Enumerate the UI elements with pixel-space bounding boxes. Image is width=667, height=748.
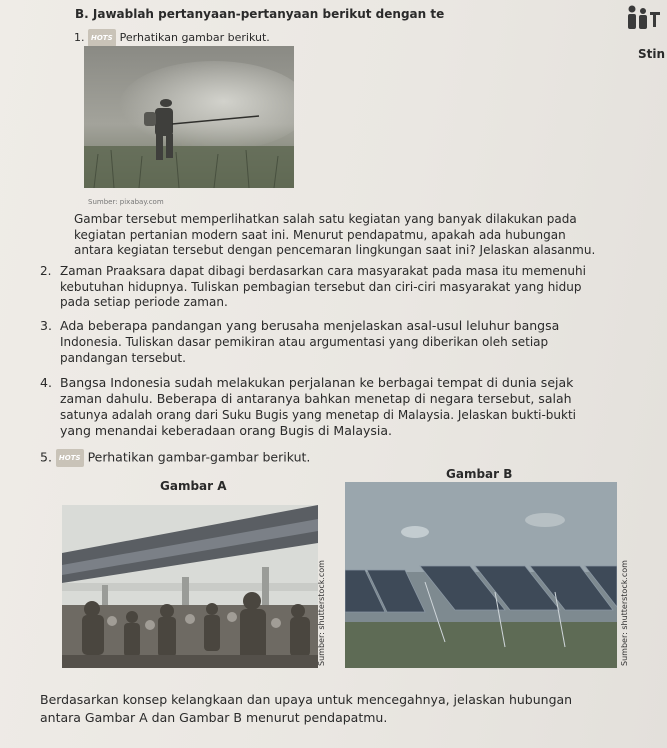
q3-line-2: Indonesia. Tuliskan dasar pemikiran atau argumentasi yang diberikan oleh setiap bbox=[60, 335, 549, 349]
q1-number: 1. bbox=[74, 31, 85, 44]
q2-line-3: pada setiap periode zaman. bbox=[60, 295, 228, 309]
q2-line-1: Zaman Praaksara dapat dibagi berdasarkan cara masyarakat pada masa itu memenuhi bbox=[60, 264, 586, 278]
q5-intro-text: Perhatikan gambar-gambar berikut. bbox=[87, 449, 311, 465]
q3-number: 3. bbox=[40, 318, 52, 333]
q1-line-2: kegiatan pertanian modern saat ini. Menurut pendapatmu, apakah ada hubungan bbox=[74, 228, 566, 242]
q5-line-1: Berdasarkan konsep kelangkaan dan upaya untuk mencegahnya, jelaskan hubungan bbox=[40, 692, 573, 707]
section-heading: B. Jawablah pertanyaan-pertanyaan berikut dengan te bbox=[75, 7, 445, 21]
q5-intro bbox=[40, 449, 310, 467]
q1-source: Sumber: pixabay.com bbox=[88, 198, 164, 206]
farmer-spraying-photo bbox=[84, 46, 294, 188]
gambar-b-credit: Sumber: shutterstock.com bbox=[620, 560, 629, 666]
q5-number: 5. bbox=[40, 449, 52, 465]
gambar-b-solar-panels-photo bbox=[345, 482, 617, 668]
q1-hots-badge: HOTS bbox=[88, 29, 116, 47]
gambar-a-gas-station-photo bbox=[62, 505, 318, 668]
q1-line-3: antara kegiatan tersebut dengan pencemaran lingkungan saat ini? Jelaskan alasanmu. bbox=[74, 243, 596, 257]
q1-intro-text: Perhatikan gambar berikut. bbox=[119, 31, 270, 44]
q3-line-3: pandangan tersebut. bbox=[60, 351, 186, 365]
person-logo-icon bbox=[622, 2, 662, 32]
q4-number: 4. bbox=[40, 375, 52, 390]
q4-line-3: satunya adalah orang dari Suku Bugis yang menetap di Malaysia. Jelaskan bukti-bukti bbox=[60, 408, 577, 422]
gambar-b-label: Gambar B bbox=[446, 467, 513, 481]
q4-line-1: Bangsa Indonesia sudah melakukan perjalanan ke berbagai tempat di dunia sejak bbox=[60, 375, 574, 390]
gambar-a-credit: Sumber: shutterstock.com bbox=[317, 560, 326, 666]
q3-line-1: Ada beberapa pandangan yang berusaha menjelaskan asal-usul leluhur bangsa bbox=[60, 318, 560, 333]
gambar-a-label: Gambar A bbox=[160, 479, 227, 493]
q5-hots-badge: HOTS bbox=[56, 449, 84, 467]
q2-line-2: kebutuhan hidupnya. Tuliskan pembagian tersebut dan ciri-ciri masyarakat yang hidup bbox=[60, 280, 582, 294]
q1-line-1: Gambar tersebut memperlihatkan salah satu kegiatan yang banyak dilakukan pada bbox=[74, 212, 577, 226]
q4-line-2: zaman dahulu. Beberapa di antaranya bahkan menetap di negara tersebut, salah bbox=[60, 391, 572, 406]
side-label: Stin bbox=[638, 47, 666, 61]
q4-line-4: yang menandai keberadaan orang Bugis di Malaysia. bbox=[60, 423, 393, 438]
q2-number: 2. bbox=[40, 264, 52, 278]
q1-intro bbox=[74, 29, 270, 47]
q5-line-2: antara Gambar A dan Gambar B menurut pendapatmu. bbox=[40, 710, 388, 725]
